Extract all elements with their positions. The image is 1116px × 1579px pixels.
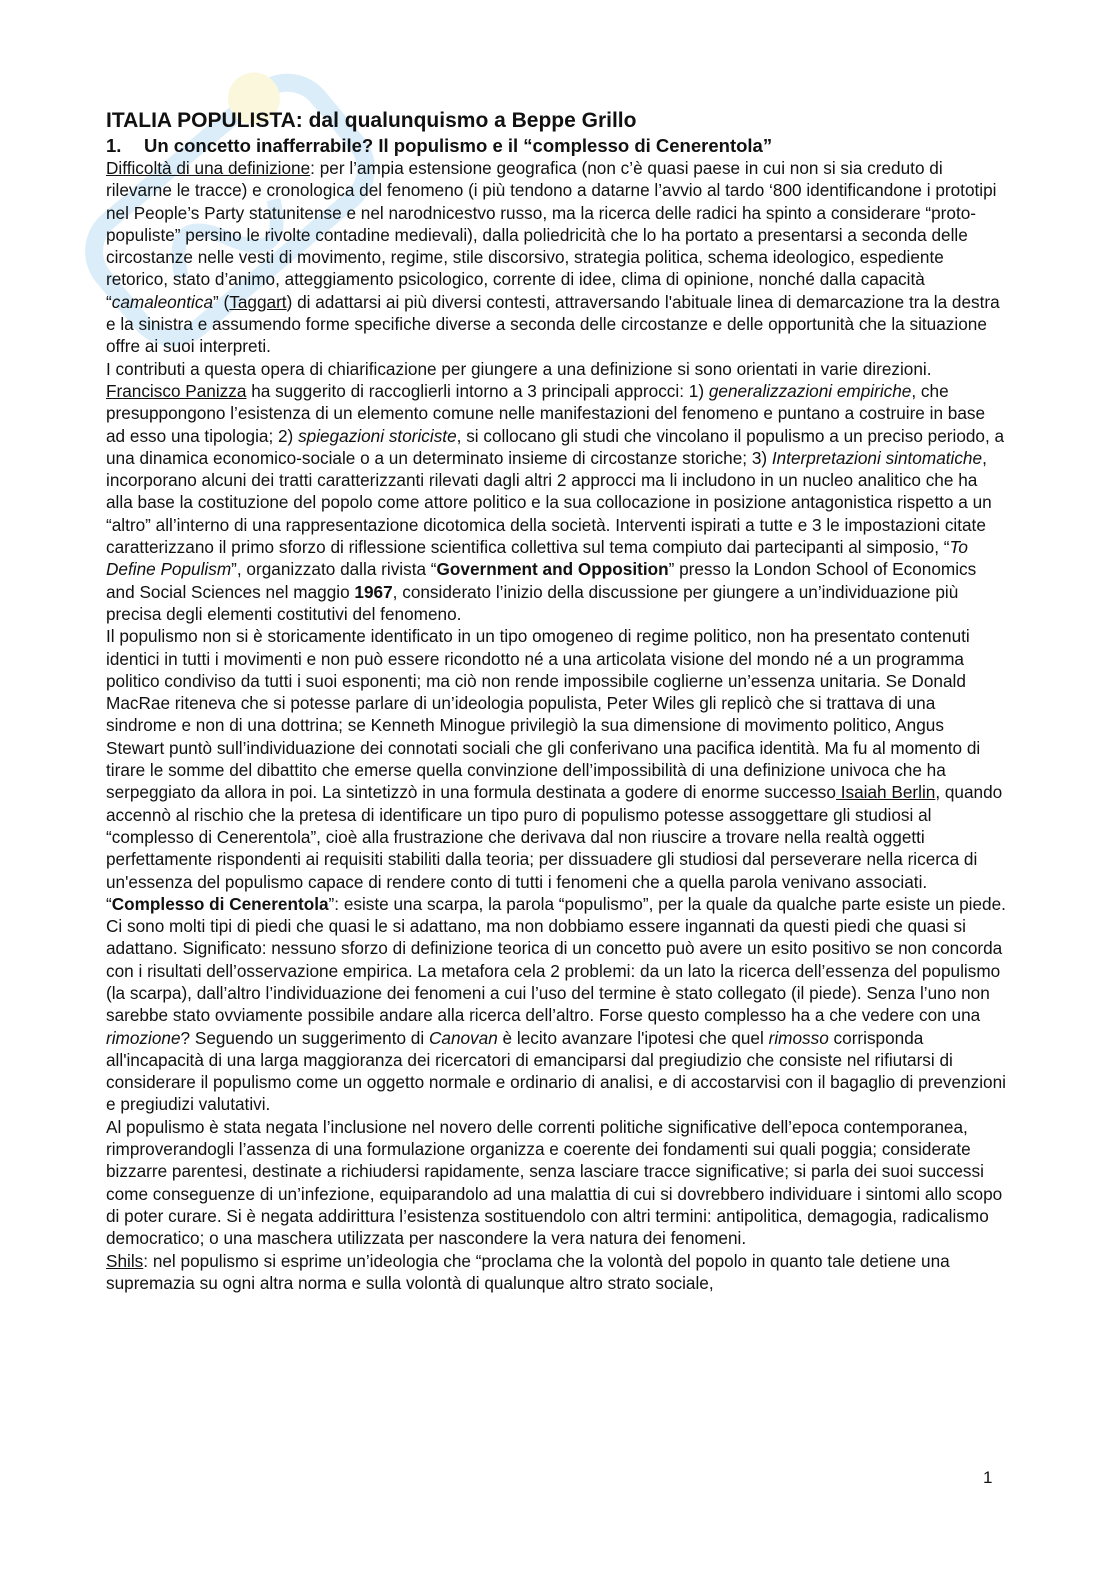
document-title: ITALIA POPULISTA: dal qualunquismo a Beppe Grillo xyxy=(106,109,637,132)
paragraph-negation: Al populismo è stata negata l’inclusione nel novero delle correnti politiche significative dell’epoca contemporanea, rimproverandogli l’assenza di una formulazione organizza e coerente dei fondamenti sui quali poggia; considerate bizzarre parentesi, destinate a richiudersi rapidamente, senza lasciare tracce significative; si parla dei suoi successi come conseguenze di un’infezione, equiparandolo ad una malattia di cui si dovrebbero individuare i sintomi allo scopo di poter curare. Si è negata addirittura l’esistenza sostituendolo con altri termini: antipolitica, demagogia, radicalismo democratico; o una maschera utilizzata per nascondere la vera natura dei fenomeni. xyxy=(106,1116,1003,1249)
paragraph-cinderella: “Complesso di Cenerentola”: esiste una scarpa, la parola “populismo”, per la quale da qualche parte esiste un piede. Ci sono molti tipi di piedi che quasi le si adattano, ma non dobbiamo essere ingannati da questi piedi che quasi si adattano. Significato: nessuno sforzo di definizione teorica di un concetto può avere un esito positivo se non concorda con i risultati dell’osservazione empirica. La metafora cela 2 problemi: da un lato la ricerca dell’essenza del populismo (la scarpa), dall’altro l’individuazione dei fenomeni a cui l’uso del termine è stato collegato (il piede). Senza l’uno non sarebbe stato ovviamente possibile andare alla ricerca dell’altro. Forse questo complesso ha a che vedere con una rimozione? Seguendo un suggerimento di Canovan è lecito avanzare l'ipotesi che quel rimosso corrisponda all'incapacità di una larga maggioranza dei ricercatori di emanciparsi dal pregiudizio che consiste nel rifiutarsi di considerare il populismo come un oggetto normale e ordinario di analisi, e di accostarvisi con il bagaglio di prevenzioni e pregiudizi valutativi. xyxy=(106,893,1006,1115)
section-heading: 1. Un concetto inafferrabile? Il populismo e il “complesso di Cenerentola” xyxy=(106,135,773,156)
paragraph-history: Il populismo non si è storicamente identificato in un tipo omogeneo di regime politico, non ha presentato contenuti identici in tutti i movimenti e non può essere ricondotto né a una articolata visione del mondo né a un programma politico condiviso da tutti i suoi esponenti; ma ciò non rende impossibile coglierne un’essenza unitaria. Se Donald MacRae riteneva che si potesse parlare di un’ideologia populista, Peter Wiles gli replicò che si trattava di una sindrome e non di una dottrina; se Kenneth Minogue privilegiò la sua dimensione di movimento politico, Angus Stewart puntò sull’individuazione dei connotati sociali che gli conferivano una pacifica identità. Ma fu al momento di tirare le somme del dibattito che emerse quella convinzione dell’impossibilità di una definizione univoca che ha serpeggiato da allora in poi. La sintetizzò in una formula destinata a godere di enorme successo Isaiah Berlin, quando accennò al rischio che la pretesa di identificare un tipo puro di populismo potesse assoggettare gli studiosi al “complesso di Cenerentola”, cioè alla frustrazione che derivava dal non riuscire a trovare nella realtà oggetti perfettamente rispondenti ai requisiti stabiliti dalla teoria; per dissuadere gli studiosi dal perseverare nella ricerca di un'essenza del populismo capace di rendere conto di tutti i fenomeni che a quella parola venivano associati. xyxy=(106,626,1003,892)
paragraph-approaches: I contributi a questa opera di chiarificazione per giungere a una definizione si sono orientati in varie direzioni. Francisco Panizza ha suggerito di raccoglierli intorno a 3 principali approcci: 1) generalizzazioni empiriche, che presuppongono l’esistenza di un elemento comune nelle manifestazioni del fenomeno e puntano a costruire in base ad esso una tipologia; 2) spiegazioni storiciste, si collocano gli studi che vincolano il populismo a un preciso periodo, a una dinamica economico-sociale o a un determinato insieme di circostanze storiche; 3) Interpretazioni sintomatiche, incorporano alcuni dei tratti caratterizzanti rilevati dagli altri 2 approcci ma li includono in un nucleo analitico che ha alla base la costituzione del popolo come attore politico e la sua collocazione in posizione antagonistica rispetto a un “altro” all’interno di una rappresentazione dicotomica della società. Interventi ispirati a tutte e 3 le impostazioni citate caratterizzano il primo sforzo di riflessione scientifica collettiva sul tema compiuto dai partecipanti al simposio, “To Define Populism”, organizzato dalla rivista “Government and Opposition” presso la London School of Economics and Social Sciences nel maggio 1967, considerato l’inizio della discussione per giungere a un’individuazione più precisa degli elementi costitutivi del fenomeno. xyxy=(106,358,1005,624)
page-number: 1 xyxy=(983,1468,993,1487)
document-body xyxy=(106,108,1006,1294)
paragraph-shils: Shils: nel populismo si esprime un’ideologia che “proclama che la volontà del popolo in quanto tale detiene una supremazia su ogni altra norma e sulla volontà di qualunque altro strato sociale, xyxy=(106,1250,950,1293)
paragraph-definition: Difficoltà di una definizione: per l’ampia estensione geografica (non c’è quasi paese in cui non si sia creduto di rilevarne le tracce) e cronologica del fenomeno (i più tendono a datarne l’avvio al tardo ‘800 identificandone i prototipi nel People’s Party statunitense e nel narodnicestvo russo, ma la ricerca delle radici ha spinto a considerare “proto-populiste” persino le rivolte contadine medievali), dalla poliedricità che lo ha portato a presentarsi a seconda delle circostanze nelle vesti di movimento, regime, stile discorsivo, strategia politica, schema ideologico, espediente retorico, stato d’animo, atteggiamento psicologico, corrente di idee, clima di opinione, nonché dalla capacità “camaleontica” (Taggart) di adattarsi ai più diversi contesti, attraversando l'abituale linea di demarcazione tra la destra e la sinistra e assumendo forme specifiche diverse a seconda delle circostanze e delle opportunità che la situazione offre ai suoi interpreti. xyxy=(106,158,1000,357)
